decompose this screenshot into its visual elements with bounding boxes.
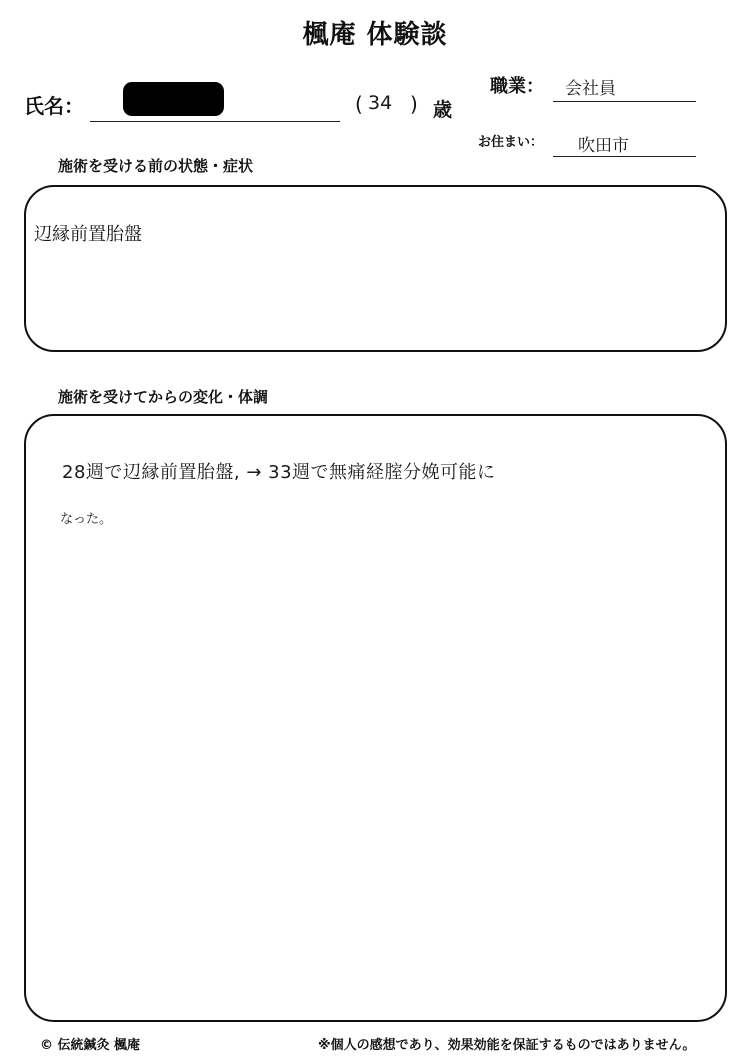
age-open-paren: (	[355, 92, 363, 116]
age-close-paren: )	[410, 92, 418, 116]
after-text-line-1: 28週で辺縁前置胎盤, → 33週で無痛経腟分娩可能に	[62, 462, 496, 483]
footer-disclaimer: ※個人の感想であり、効果効能を保証するものではありません。	[318, 1038, 696, 1053]
after-box	[24, 414, 727, 1022]
page-title: 楓庵 体験談	[302, 20, 448, 50]
after-section-label: 施術を受けてからの変化・体調	[58, 388, 269, 406]
before-box	[24, 185, 727, 352]
residence-label: お住まい：	[478, 135, 544, 150]
footer-copyright: © 伝統鍼灸 楓庵	[40, 1038, 141, 1053]
before-section-label: 施術を受ける前の状態・症状	[58, 157, 254, 175]
age-unit: 歳	[433, 99, 453, 121]
occupation-underline	[553, 101, 696, 102]
redacted-name	[123, 82, 224, 116]
age-value: 34	[368, 92, 393, 114]
occupation-value: 会社員	[565, 79, 616, 99]
residence-value: 吹田市	[578, 136, 629, 156]
before-text: 辺縁前置胎盤	[34, 224, 142, 245]
residence-underline	[553, 156, 696, 157]
name-underline	[90, 121, 340, 122]
after-text-line-2: なった。	[60, 512, 113, 527]
occupation-label: 職業：	[490, 76, 544, 97]
name-label: 氏名：	[24, 94, 84, 118]
